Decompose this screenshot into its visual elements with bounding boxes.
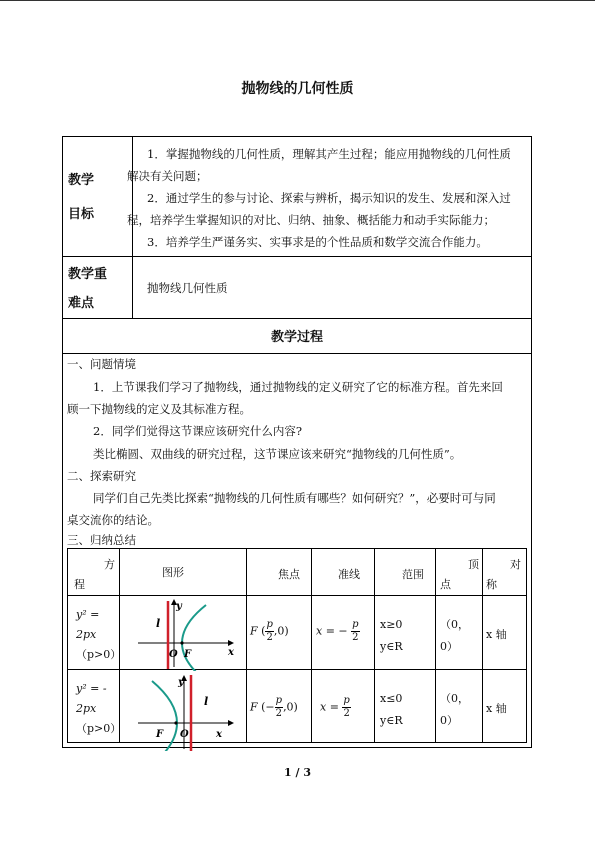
row2-focus-prefix: F	[250, 700, 258, 714]
objectives-line-2a: 2．通过学生的参与讨论、探索与辨析，揭示知识的发生、发展和深入过	[147, 191, 511, 205]
keypoints-text: 抛物线几何性质	[147, 281, 228, 295]
row1-focus-fraction	[265, 619, 273, 644]
row1-o-label: O	[169, 649, 178, 660]
row2-directrix-fraction	[342, 695, 350, 720]
row1-focus-point	[180, 641, 183, 644]
objectives-line-3: 3．培养学生严谨务实、实事求是的个性品质和数学交流合作能力。	[147, 235, 488, 249]
row2-equation-2: 2px	[76, 702, 97, 715]
section-2-title: 二、探索研究	[67, 469, 136, 483]
row1-focus-num: p	[266, 619, 273, 630]
row1-equation-1: y² =	[76, 608, 100, 621]
col-line-2	[246, 549, 247, 742]
properties-table	[67, 548, 527, 743]
keypoints-label-1: 教学重	[68, 267, 108, 282]
row1-range-y: y∈R	[380, 640, 403, 653]
header-directrix: 准线	[338, 568, 360, 581]
objectives-label-1: 教学	[68, 173, 95, 188]
objectives-line-1b: 解决有关问题；	[127, 169, 208, 183]
row2-focus	[250, 695, 298, 720]
row1-x-label: x	[228, 647, 234, 658]
page-top-rule	[0, 0, 595, 1]
objectives-line-1a: 1．掌握抛物线的几何性质，理解其产生过程；能应用抛物线的几何性质	[147, 147, 511, 161]
row1-y-label: y	[176, 601, 182, 612]
col-line-5	[435, 549, 436, 742]
section-1-para-1b: 顾一下抛物线的定义及其标准方程。	[67, 402, 251, 416]
row1-f-label: F	[184, 649, 192, 660]
header-symmetry-bottom: 称	[486, 578, 497, 591]
section-3-title: 三、归纳总结	[67, 533, 136, 547]
row1-focus-open: (	[261, 624, 266, 638]
col-line-6	[482, 549, 483, 742]
row1-focus-close: ,0)	[273, 624, 289, 638]
col-line-3	[311, 549, 312, 742]
row1-parabola-curve	[182, 605, 206, 671]
row2-o-label: O	[180, 729, 189, 740]
row2-equation-3: （p>0）	[76, 722, 122, 735]
row2-focus-point	[174, 721, 177, 724]
lesson-plan-table	[62, 136, 532, 748]
header-vertex-bottom: 点	[440, 578, 451, 591]
objectives-line-2b: 程，培养学生掌握知识的对比、归纳、抽象、概括能力和动手实际能力；	[127, 213, 495, 227]
row2-l-label: l	[204, 695, 209, 708]
row2-symmetry: x 轴	[486, 702, 507, 715]
process-heading: 教学过程	[270, 330, 323, 345]
row2-directrix-den: 2	[343, 708, 350, 719]
row1-l-label: l	[156, 617, 161, 630]
row2-focus-den: 2	[275, 708, 283, 719]
section-2-para-1b: 桌交流你的结论。	[67, 513, 159, 527]
row1-equation-2: 2px	[76, 628, 97, 641]
row1-x-arrow	[228, 640, 234, 646]
row1-symmetry: x 轴	[486, 628, 507, 641]
objectives-label-2: 目标	[68, 207, 95, 222]
row-line-1	[68, 595, 526, 596]
row2-parabola-figure	[128, 671, 243, 751]
row-divider-keypoints	[63, 318, 531, 319]
row2-focus-open: (−	[261, 700, 275, 714]
row1-vertex-1: （0，	[440, 618, 469, 631]
row2-f-label: F	[156, 729, 164, 740]
header-equation-top: 方	[104, 558, 115, 571]
header-symmetry-top: 对	[510, 558, 521, 571]
row2-y-label: y	[178, 677, 184, 688]
header-equation-bottom: 程	[74, 578, 85, 591]
row1-directrix-fraction	[351, 619, 359, 644]
row1-vertex-2: 0）	[440, 640, 458, 653]
keypoints-label-2: 难点	[68, 296, 95, 311]
row2-range-y: y∈R	[380, 714, 403, 727]
row1-directrix	[316, 619, 360, 644]
section-1-para-2: 2．同学们觉得这节课应该研究什么内容?	[93, 424, 302, 438]
row1-equation-3: （p>0）	[76, 648, 122, 661]
header-range: 范围	[402, 568, 424, 581]
row1-directrix-num: p	[352, 619, 359, 630]
section-1-title: 一、问题情境	[67, 357, 136, 371]
row2-vertex-2: 0）	[440, 714, 458, 727]
row2-x-label: x	[216, 729, 222, 740]
row1-focus	[250, 619, 289, 644]
page-footer: 1 / 3	[284, 766, 311, 779]
row2-focus-fraction	[275, 695, 283, 720]
header-vertex-top: 顶	[468, 558, 479, 571]
section-1-para-1a: 1．上节课我们学习了抛物线，通过抛物线的定义研究了它的标准方程。首先来回	[93, 380, 503, 394]
row1-directrix-den: 2	[352, 632, 359, 643]
col-line-4	[374, 549, 375, 742]
row1-focus-prefix: F	[250, 624, 258, 638]
row2-focus-num: p	[275, 695, 283, 706]
row2-directrix-num: p	[343, 695, 350, 706]
row2-range-x: x≤0	[380, 692, 403, 705]
section-1-para-3: 类比椭圆、双曲线的研究过程，这节课应该来研究“抛物线的几何性质”。	[93, 447, 462, 461]
header-focus: 焦点	[278, 568, 300, 581]
header-figure: 图形	[162, 566, 184, 579]
document-title: 抛物线的几何性质	[241, 81, 354, 97]
row2-x-arrow	[228, 720, 234, 726]
row1-focus-den: 2	[266, 632, 273, 643]
row2-directrix	[320, 695, 351, 720]
row-divider-objectives	[63, 256, 531, 257]
row1-range-x: x≥0	[380, 618, 403, 631]
section-2-para-1a: 同学们自己先类比探索“抛物线的几何性质有哪些？如何研究？”，必要时可与同	[93, 491, 496, 505]
row2-directrix-prefix: x =	[320, 700, 339, 714]
row2-parabola-curve	[152, 681, 177, 751]
row1-directrix-prefix: x = −	[316, 624, 348, 638]
row1-parabola-figure	[128, 597, 243, 671]
row2-focus-close: ,0)	[283, 700, 298, 714]
row2-vertex-1: （0，	[440, 692, 469, 705]
row2-equation-1: y² = -	[76, 682, 107, 695]
